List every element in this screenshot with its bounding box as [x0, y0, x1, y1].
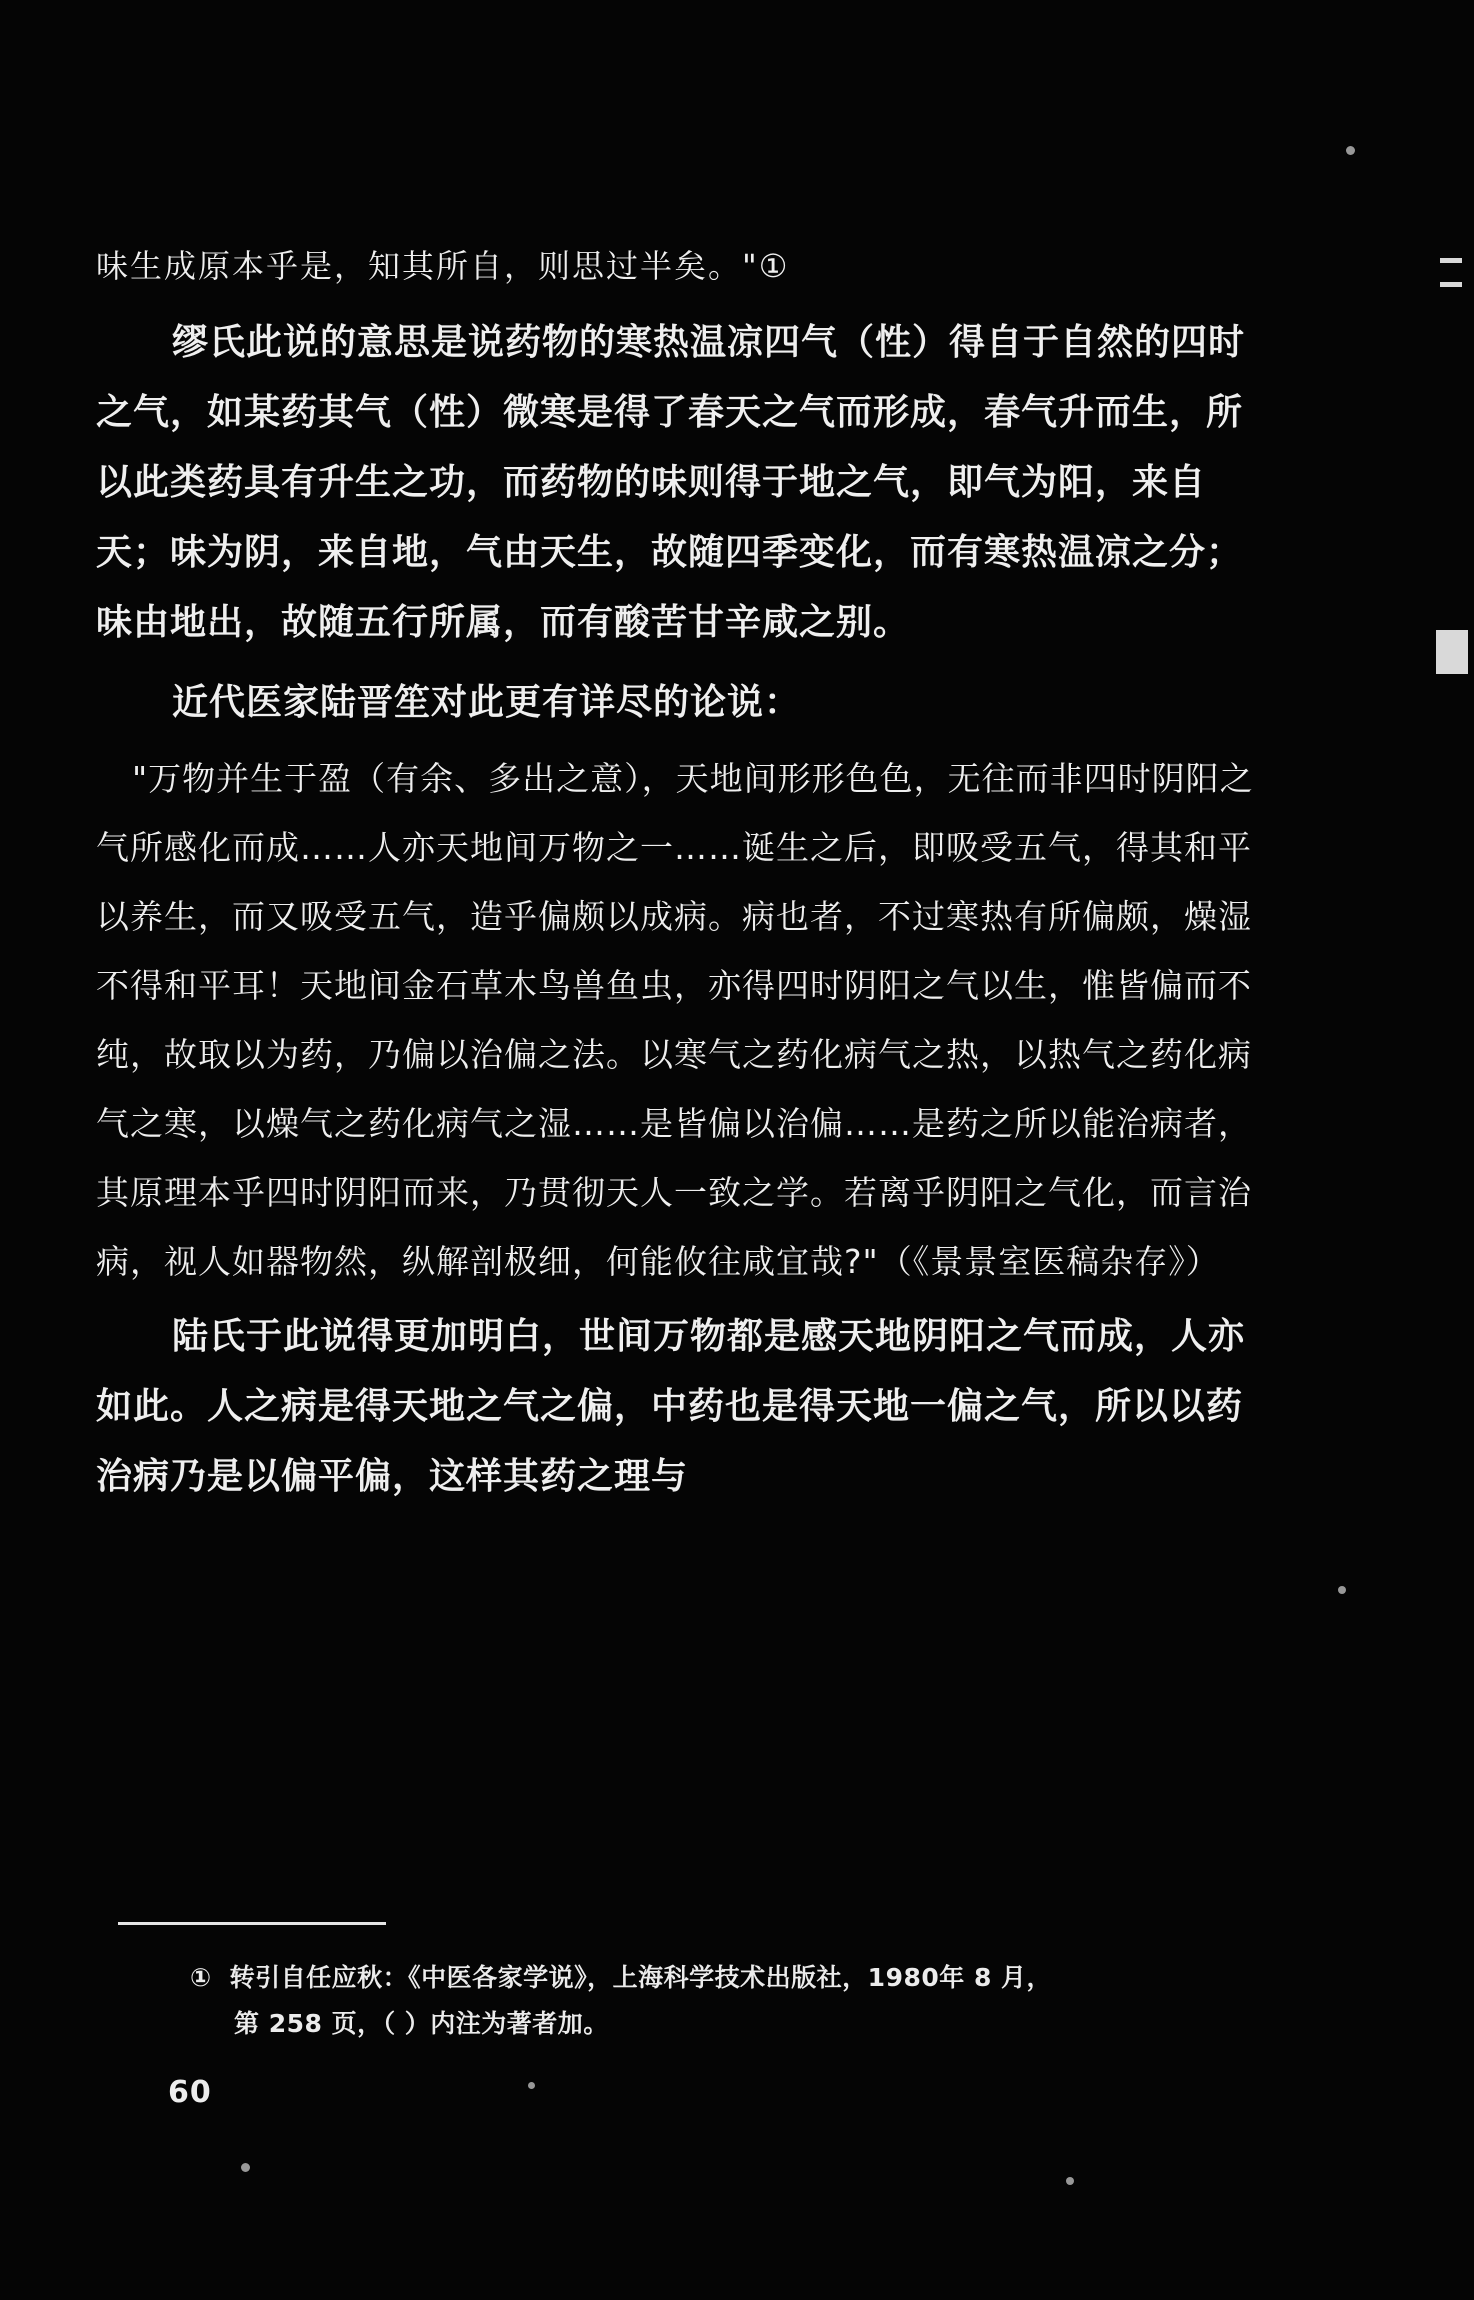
- page-text-body: [96, 247, 1276, 1512]
- margin-mark-top-right: [1440, 258, 1462, 263]
- block-quote: "万物并生于盈（有余、多出之意），天地间形形色色，无往而非四时阴阳之气所感化而成……人亦天地间万物之一……诞生之后，即吸受五气，得其和平以养生，而又吸受五气，造乎偏颇以成病。病也者，不过寒热有所偏颇，燥湿不得和平耳！天地间金石草木鸟兽鱼虫，亦得四时阴阳之气以生，惟皆偏而不纯，故取以为药，乃偏以治偏之法。以寒气之药化病气之热，以热气之药化病气之寒，以燥气之药化病气之湿……是皆偏以治偏……是药之所以能治病者，其原理本乎四时阴阳而来，乃贯彻天人一致之学。若离乎阴阳之气化，而言治病，视人如器物然，纵解剖极细，何能攸往咸宜哉?"（《景景室医稿杂存》）: [96, 759, 1254, 1281]
- footnote-line-2: 第 258 页，（ ）内注为著者加。: [234, 2009, 609, 2038]
- continued-line: 味生成原本乎是，知其所自，则思过半矣。"①: [96, 247, 790, 285]
- scan-speck: [1346, 146, 1355, 155]
- footnote-divider: [118, 1922, 386, 1925]
- margin-mark-top-right-2: [1440, 282, 1462, 287]
- scan-speck: [241, 2163, 250, 2172]
- paragraph-1: 缪氏此说的意思是说药物的寒热温凉四气（性）得自于自然的四时之气，如某药其气（性）微寒是得了春天之气而形成，春气升而生，所以此类药具有升生之功，而药物的味则得于地之气，即气为阳，来自天；味为阴，来自地，气由天生，故随四季变化，而有寒热温凉之分；味由地出，故随五行所属，而有酸苦甘辛咸之别。: [96, 322, 1246, 643]
- page-number: 60: [168, 2075, 212, 2110]
- paragraph-3: 陆氏于此说得更加明白，世间万物都是感天地阴阳之气而成，人亦如此。人之病是得天地之气之偏，中药也是得天地一偏之气，所以以药治病乃是以偏平偏，这样其药之理与: [96, 1316, 1246, 1497]
- footnote: [190, 1955, 1290, 2047]
- paragraph-2: 近代医家陆晋笙对此更有详尽的论说：: [172, 682, 802, 723]
- scan-speck: [1338, 1586, 1346, 1594]
- margin-mark-middle-right: [1436, 630, 1468, 674]
- scan-speck: [1066, 2177, 1074, 2185]
- footnote-marker: ①: [190, 1963, 212, 1992]
- footnote-line-1: 转引自任应秋：《中医各家学说》，上海科学技术出版社，1980年 8 月，: [229, 1963, 1053, 1992]
- scan-speck: [528, 2082, 535, 2089]
